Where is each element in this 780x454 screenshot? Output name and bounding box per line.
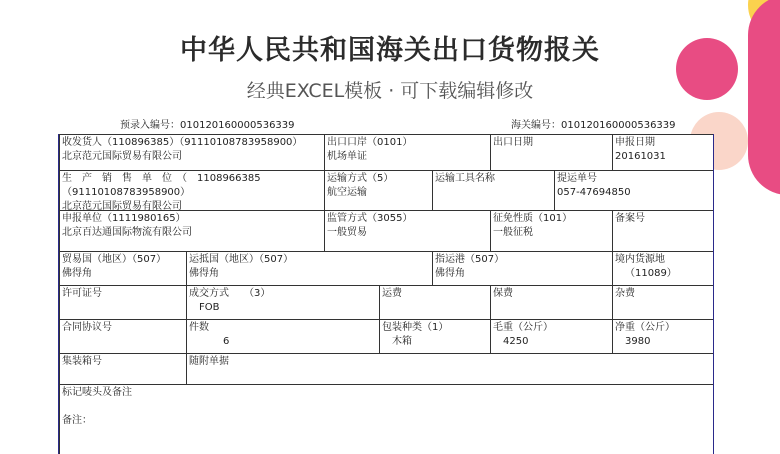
- page-subtitle: 经典EXCEL模板 · 可下载编辑修改: [246, 80, 534, 102]
- attached-docs-label: 随附单据: [189, 356, 229, 367]
- gross-weight-cell[interactable]: [490, 319, 612, 353]
- package-type-label: 包装种类（1）: [382, 322, 449, 333]
- destination-port-cell[interactable]: [432, 251, 612, 285]
- declarant-label: 申报单位（1111980165）: [62, 213, 186, 224]
- tax-nature-value: 一般征税: [493, 227, 533, 238]
- consignor-cell[interactable]: [59, 134, 324, 170]
- goods-source-label: 境内货源地: [615, 254, 665, 265]
- declare-date-cell[interactable]: [612, 134, 713, 170]
- marks-remarks-cell[interactable]: [59, 384, 713, 454]
- destination-country-value: 佛得角: [189, 268, 219, 279]
- package-type-cell[interactable]: [379, 319, 490, 353]
- supervision-cell[interactable]: [324, 210, 490, 251]
- bill-number-cell[interactable]: [554, 170, 713, 210]
- export-port-label: 出口口岸（0101）: [327, 137, 413, 148]
- insurance-cell[interactable]: [490, 285, 612, 319]
- goods-source-value: （11089）: [625, 268, 677, 279]
- trade-country-label: 贸易国（地区）（507）: [62, 254, 167, 265]
- marks-label: 标记唛头及备注: [62, 387, 132, 398]
- producer-name: 北京范元国际贸易有限公司: [62, 201, 182, 210]
- export-date-label: 出口日期: [493, 137, 533, 148]
- export-port-value: 机场单证: [327, 151, 367, 162]
- producer-cell[interactable]: [59, 170, 324, 210]
- destination-country-label: 运抵国（地区）（507）: [189, 254, 294, 265]
- destination-country-cell[interactable]: [186, 251, 432, 285]
- vehicle-name-cell[interactable]: [432, 170, 554, 210]
- consignor-value: 北京范元国际贸易有限公司: [62, 151, 182, 162]
- declarant-value: 北京百达通国际物流有限公司: [62, 227, 192, 238]
- trade-country-value: 佛得角: [62, 268, 92, 279]
- page-title: 中华人民共和国海关出口货物报关: [180, 35, 600, 66]
- contract-cell[interactable]: [59, 319, 186, 353]
- freight-cell[interactable]: [379, 285, 490, 319]
- transport-mode-label: 运输方式（5）: [327, 173, 394, 184]
- misc-fee-cell[interactable]: [612, 285, 713, 319]
- bill-number-label: 提运单号: [557, 173, 597, 184]
- form-meta-row: [58, 113, 712, 133]
- pieces-label: 件数: [189, 322, 209, 333]
- export-date-cell[interactable]: [490, 134, 612, 170]
- declare-date-value: 20161031: [615, 151, 666, 162]
- trade-terms-value: FOB: [199, 302, 220, 313]
- tax-nature-label: 征免性质（101）: [493, 213, 573, 224]
- attached-docs-cell[interactable]: [186, 353, 713, 384]
- consignor-label: 收发货人（110896385）（91110108783958900）: [62, 137, 303, 148]
- container-label: 集装箱号: [62, 356, 102, 367]
- declare-date-label: 申报日期: [615, 137, 655, 148]
- export-port-cell[interactable]: [324, 134, 490, 170]
- net-weight-value: 3980: [625, 336, 651, 347]
- destination-port-label: 指运港（507）: [435, 254, 505, 265]
- supervision-label: 监管方式（3055）: [327, 213, 413, 224]
- customs-number: 海关编号：010120160000536339: [511, 120, 676, 131]
- gross-weight-value: 4250: [503, 336, 529, 347]
- transport-mode-cell[interactable]: [324, 170, 432, 210]
- pieces-value: 6: [223, 336, 230, 347]
- pieces-cell[interactable]: [186, 319, 379, 353]
- tax-nature-cell[interactable]: [490, 210, 612, 251]
- container-cell[interactable]: [59, 353, 186, 384]
- trade-country-cell[interactable]: [59, 251, 186, 285]
- bill-number-value: 057-47694850: [557, 187, 631, 198]
- pre-entry-number: 预录入编号：010120160000536339: [120, 120, 295, 131]
- goods-source-cell[interactable]: [612, 251, 713, 285]
- trade-terms-label: 成交方式 （3）: [189, 288, 271, 299]
- supervision-value: 一般贸易: [327, 227, 367, 238]
- producer-code: （91110108783958900）: [62, 187, 191, 198]
- license-cell[interactable]: [59, 285, 186, 319]
- declaration-form: [58, 134, 714, 454]
- producer-label: 生 产 销 售 单 位 （ 1108966385: [62, 173, 261, 184]
- record-number-label: 备案号: [615, 213, 645, 224]
- contract-label: 合同协议号: [62, 322, 112, 333]
- trade-terms-cell[interactable]: [186, 285, 379, 319]
- gross-weight-label: 毛重（公斤）: [493, 322, 553, 333]
- record-number-cell[interactable]: [612, 210, 713, 251]
- license-label: 许可证号: [62, 288, 102, 299]
- transport-mode-value: 航空运输: [327, 187, 367, 198]
- vehicle-name-label: 运输工具名称: [435, 173, 495, 184]
- misc-fee-label: 杂费: [615, 288, 635, 299]
- declarant-cell[interactable]: [59, 210, 324, 251]
- freight-label: 运费: [382, 288, 402, 299]
- net-weight-label: 净重（公斤）: [615, 322, 675, 333]
- package-type-value: 木箱: [392, 336, 412, 347]
- destination-port-value: 佛得角: [435, 268, 465, 279]
- remarks-label: 备注：: [62, 415, 92, 426]
- net-weight-cell[interactable]: [612, 319, 713, 353]
- insurance-label: 保费: [493, 288, 513, 299]
